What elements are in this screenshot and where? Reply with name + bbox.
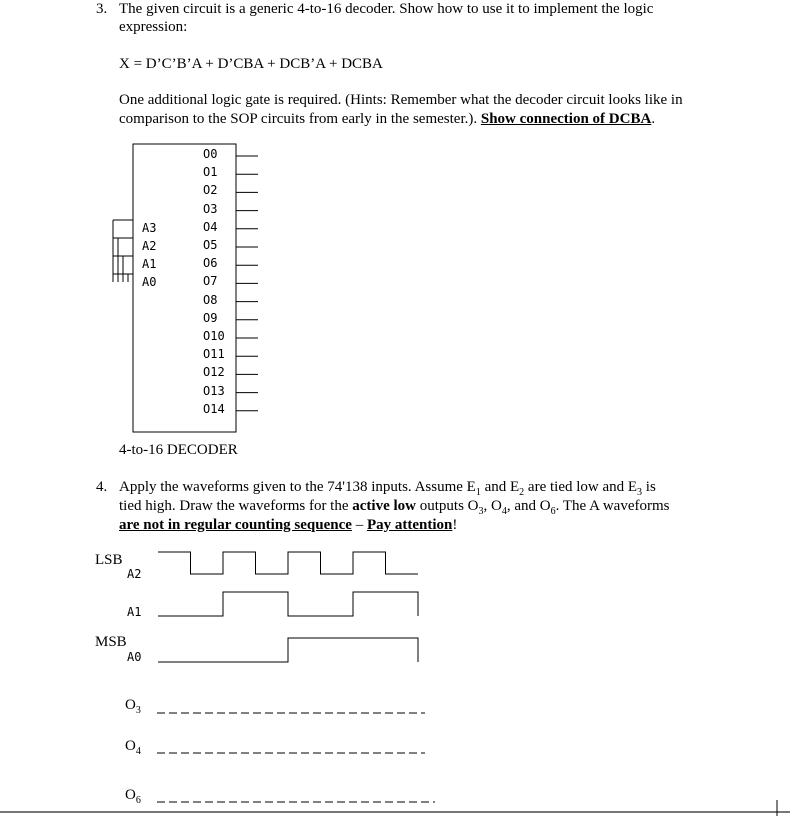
pay-attention-text: Pay attention bbox=[366, 517, 453, 533]
waveform-a0 bbox=[158, 638, 418, 662]
q4-number: 4. bbox=[96, 479, 108, 495]
decoder-caption: 4-to-16 DECODER bbox=[119, 442, 238, 458]
decoder-output-label-o11: O11 bbox=[203, 347, 225, 362]
q4-text-line2: tied high. Draw the waveforms for the active low outputs $O_3$, $O_4$, and $O_6$. The A waveforms bbox=[119, 498, 670, 517]
q3-expression: X = D’C’B’A + D’CBA + DCB’A + DCBA bbox=[119, 56, 383, 72]
output-label-o6: $O_6$ bbox=[125, 787, 141, 806]
decoder-output-label-o10: O10 bbox=[203, 329, 225, 343]
not-regular-sequence-text: are not in regular counting sequence bbox=[119, 517, 352, 533]
decoder-output-label-o6: O6 bbox=[203, 256, 218, 271]
waveform-a2 bbox=[158, 552, 418, 574]
q3-number: 3. bbox=[96, 1, 108, 17]
show-connection-text: Show connection of DCBA bbox=[480, 111, 652, 127]
decoder-output-label-o2: O2 bbox=[203, 183, 218, 198]
output-label-o4: $O_4$ bbox=[125, 738, 141, 757]
decoder-input-label-a3: A3 bbox=[142, 221, 157, 235]
output-label-o3: $O_3$ bbox=[125, 697, 141, 716]
signal-label-a1: A1 bbox=[127, 605, 142, 619]
decoder-input-label-a2: A2 bbox=[142, 239, 157, 253]
msb-label: MSB bbox=[95, 634, 127, 650]
decoder-output-label-o8: O8 bbox=[203, 292, 218, 307]
q3-hint-line2: comparison to the SOP circuits from early in the semester.). Show connection of DCBA. bbox=[119, 111, 656, 127]
decoder-output-label-o9: O9 bbox=[203, 310, 218, 325]
decoder-output-label-o0: O0 bbox=[203, 147, 218, 161]
decoder-output-label-o5: O5 bbox=[203, 238, 218, 252]
decoder-output-label-o7: O7 bbox=[203, 274, 218, 289]
decoder-output-label-o4: O4 bbox=[203, 219, 218, 234]
decoder-output-label-o12: O12 bbox=[203, 365, 225, 380]
decoder-output-label-o13: O13 bbox=[203, 383, 225, 398]
decoder-output-label-o14: O14 bbox=[203, 401, 225, 416]
decoder-output-label-o1: O1 bbox=[203, 165, 218, 180]
decoder-input-label-a1: A1 bbox=[142, 257, 157, 271]
signal-label-a0: A0 bbox=[127, 650, 142, 664]
q4-text-line1: Apply the waveforms given to the 74'138 inputs. Assume $E_1$ and $E_2$ are tied low and $E_3$ is bbox=[119, 479, 656, 498]
signal-label-a2: A2 bbox=[127, 567, 142, 581]
q3-text-line2: expression: bbox=[119, 19, 188, 35]
lsb-label: LSB bbox=[95, 552, 123, 568]
q3-text-line1: The given circuit is a generic 4-to-16 decoder. Show how to use it to implement the logic bbox=[119, 1, 654, 17]
q3-hint-line1: One additional logic gate is required. (Hints: Remember what the decoder circuit looks like in bbox=[119, 92, 683, 108]
q4-text-line3: are not in regular counting sequence – Pay attention! bbox=[119, 517, 458, 533]
decoder-input-label-a0: A0 bbox=[142, 275, 157, 289]
decoder-output-label-o3: O3 bbox=[203, 201, 218, 216]
waveform-a1 bbox=[158, 592, 418, 616]
